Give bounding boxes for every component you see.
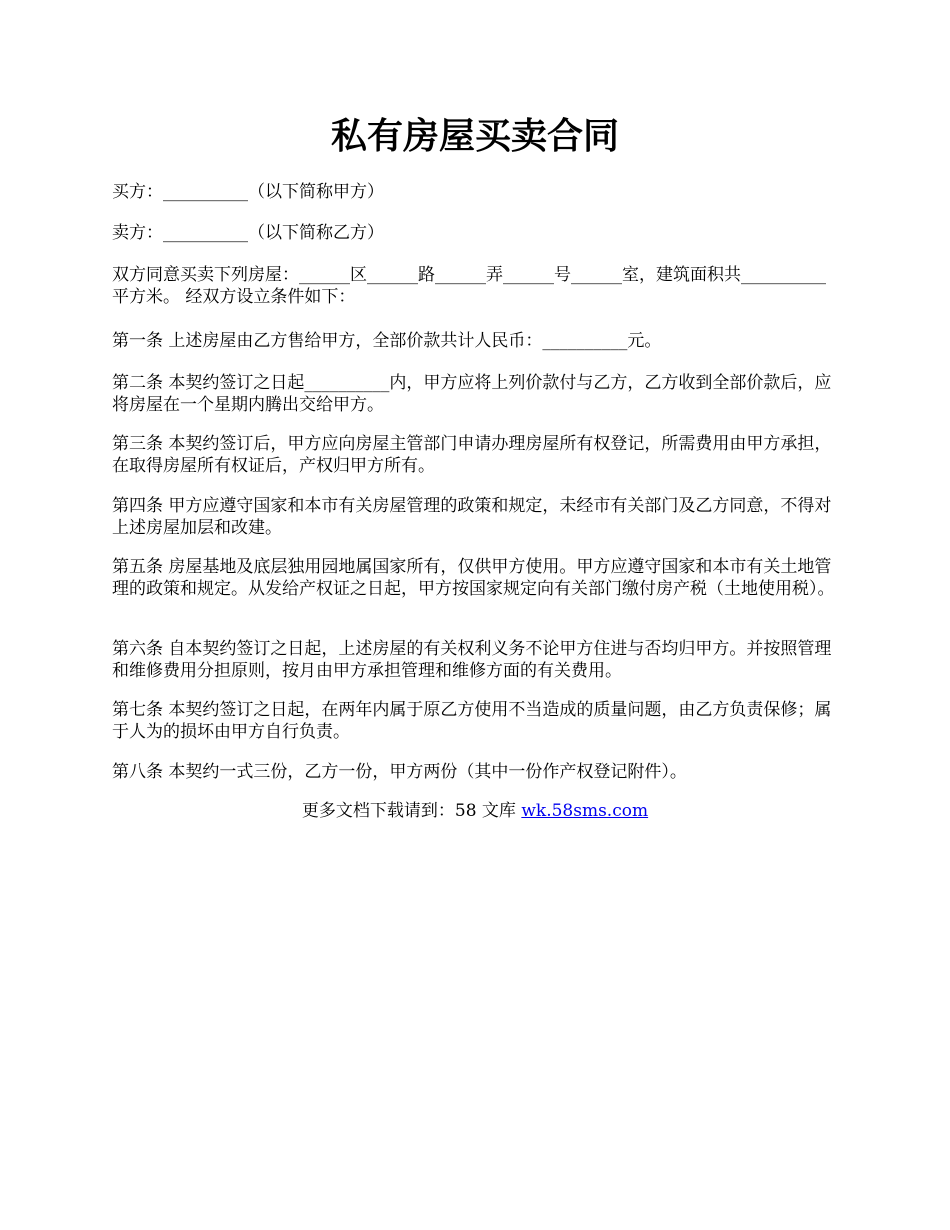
article-2: 第二条 本契约签订之日起__________内，甲方应将上列价款付与乙方，乙方收到全部价款后，应将房屋在一个星期内腾出交给甲方。 [112,373,832,415]
footer-link[interactable]: wk.58sms.com [521,801,649,821]
article-1: 第一条 上述房屋由乙方售给甲方，全部价款共计人民币：__________元。 [112,331,662,351]
property-description: 双方同意买卖下列房屋：______区______路______弄______号______室，建筑面积共__________平方米。 经双方设立条件如下： [112,265,826,307]
article-8: 第八条 本契约一式三份，乙方一份，甲方两份（其中一份作产权登记附件）。 [112,762,687,782]
footer-download-note [0,800,950,822]
article-5: 第五条 房屋基地及底层独用园地属国家所有，仅供甲方使用。甲方应遵守国家和本市有关土地管理的政策和规定。从发给产权证之日起，甲方按国家规定向有关部门缴付房产税（土地使用税）。 [112,557,835,599]
footer-text: 更多文档下载请到：58 文库 [301,801,522,821]
article-7: 第七条 本契约签订之日起，在两年内属于原乙方使用不当造成的质量问题，由乙方负责保修；属于人为的损坏由甲方自行负责。 [112,700,832,742]
buyer-line: 买方：__________（以下简称甲方） [112,182,384,202]
article-3: 第三条 本契约签订后，甲方应向房屋主管部门申请办理房屋所有权登记，所需费用由甲方承担，在取得房屋所有权证后，产权归甲方所有。 [112,434,832,476]
article-6: 第六条 自本契约签订之日起，上述房屋的有关权利义务不论甲方住进与否均归甲方。并按照管理和维修费用分担原则，按月由甲方承担管理和维修方面的有关费用。 [112,639,832,681]
article-4: 第四条 甲方应遵守国家和本市有关房屋管理的政策和规定，未经市有关部门及乙方同意，不得对上述房屋加层和改建。 [112,496,832,538]
document-title: 私有房屋买卖合同 [330,115,619,157]
seller-line: 卖方：__________（以下简称乙方） [112,223,384,243]
